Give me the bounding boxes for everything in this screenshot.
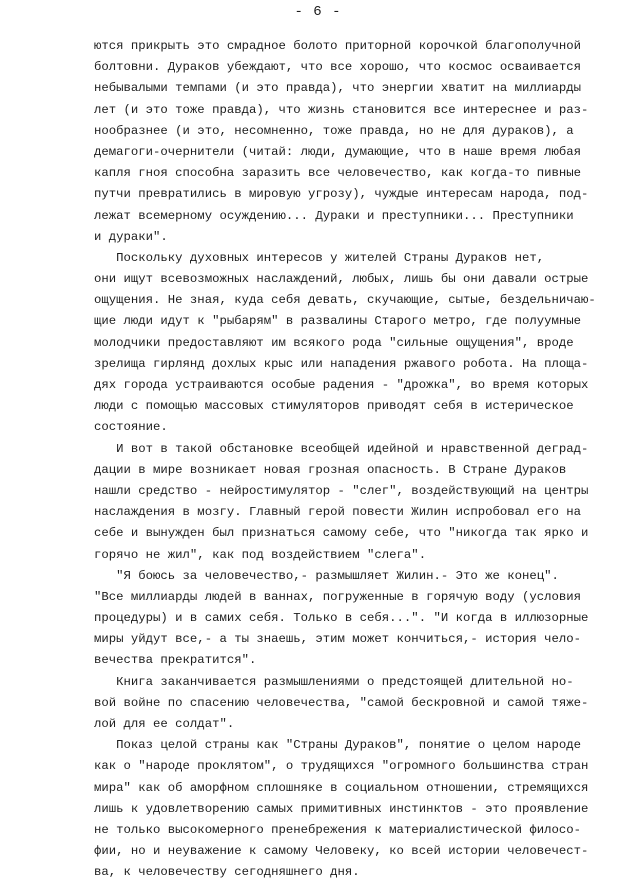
- text-line: лишь к удовлетворению самых примитивных инстинктов - это проявление: [94, 801, 589, 816]
- text-line: наслаждения в мозгу. Главный герой повести Жилин испробовал его на: [94, 505, 582, 520]
- text-line: молодчики предоставляют им всякого рода "сильные ощущения", вроде: [94, 335, 574, 350]
- text-line: нашли средство - нейростимулятор - "слег", воздействующий на центры: [94, 483, 589, 498]
- text-line: дации в мире возникает новая грозная опасность. В Стране Дураков: [94, 462, 567, 477]
- text-line: демагоги-очернители (читай: люди, думающие, что в наше время любая: [94, 144, 582, 159]
- text-line: путчи превратились в мировую угрозу), чуждые интересам народа, под-: [94, 187, 589, 202]
- text-line: нообразнее (и это, несомненно, тоже правда, но не для дураков), а: [94, 123, 574, 138]
- text-line: как о "народе проклятом", о трудящихся "огромного большинства стран: [94, 759, 589, 774]
- text-line: болтовни. Дураков убеждают, что все хорошо, что космос осваивается: [94, 60, 582, 75]
- text-line: капля гноя способна заразить все человечество, как когда-то пивные: [94, 166, 582, 181]
- text-line: ются прикрыть это смрадное болото приторной корочкой благополучной: [94, 39, 582, 53]
- text-line: вечества прекратится".: [94, 653, 257, 668]
- page-number: - 6 -: [294, 4, 342, 20]
- text-line: ва, к человечеству сегодняшнего дня.: [94, 865, 360, 880]
- text-line: Поскольку духовных интересов у жителей Страны Дураков нет,: [94, 250, 545, 265]
- text-line: лежат всемерному осуждению... Дураки и преступники... Преступники: [94, 208, 574, 223]
- text-line: Показ целой страны как "Страны Дураков", понятие о целом народе: [94, 738, 582, 753]
- text-line: люди с помощью массовых стимуляторов приводят себя в истерическое: [94, 399, 574, 414]
- text-line: щие люди идут к "рыбарям" в развалины Старого метро, где полуумные: [94, 314, 582, 329]
- text-line: "Я боюсь за человечество,- размышляет Жилин.- Это же конец".: [94, 568, 559, 583]
- text-line: мира" как об аморфном сплошняке в социальном отношении, стремящихся: [94, 780, 589, 795]
- text-line: горячо не жил", как под воздействием "слега".: [94, 547, 427, 562]
- text-line: Книга заканчивается размышлениями о предстоящей длительной но-: [94, 674, 574, 689]
- text-line: себе и вынужден был признаться самому себе, что "никогда так ярко и: [94, 526, 589, 541]
- text-line: миры уйдут все,- а ты знаешь, этим может кончиться,- история чело-: [94, 632, 582, 647]
- text-line: лет (и это тоже правда), что жизнь становится все интереснее и раз-: [94, 102, 589, 117]
- text-line: И вот в такой обстановке всеобщей идейной и нравственной деград-: [94, 441, 589, 456]
- text-line: лой для ее солдат".: [94, 717, 235, 731]
- text-line: дях города устраиваются особые радения - "дрожка", во время которых: [94, 378, 589, 392]
- body-text: [94, 36, 634, 884]
- text-line: небывалыми темпами (и это правда), что энергии хватит на миллиарды: [94, 81, 582, 96]
- text-line: процедуры) и в самих себя. Только в себя...". "И когда в иллюзорные: [94, 611, 589, 626]
- text-line: и дураки".: [94, 229, 168, 244]
- text-line: не только высокомерного пренебрежения к материалистической филосо-: [94, 822, 582, 837]
- text-line: вой войне по спасению человечества, "самой бескровной и самой тяже-: [94, 695, 589, 710]
- text-line: зрелища гирлянд дохлых крыс или нападения ржавого робота. На площа-: [94, 356, 589, 371]
- text-line: фии, но и неуважение к самому Человеку, ко всей истории человечест-: [94, 844, 589, 859]
- text-line: они ищут всевозможных наслаждений, любых, лишь бы они давали острые: [94, 272, 589, 287]
- text-line: "Все миллиарды людей в ваннах, погруженные в горячую воду (условия: [94, 589, 582, 604]
- text-line: ощущения. Не зная, куда себя девать, скучающие, сытые, бездельничаю-: [94, 293, 596, 308]
- text-line: состояние.: [94, 420, 168, 435]
